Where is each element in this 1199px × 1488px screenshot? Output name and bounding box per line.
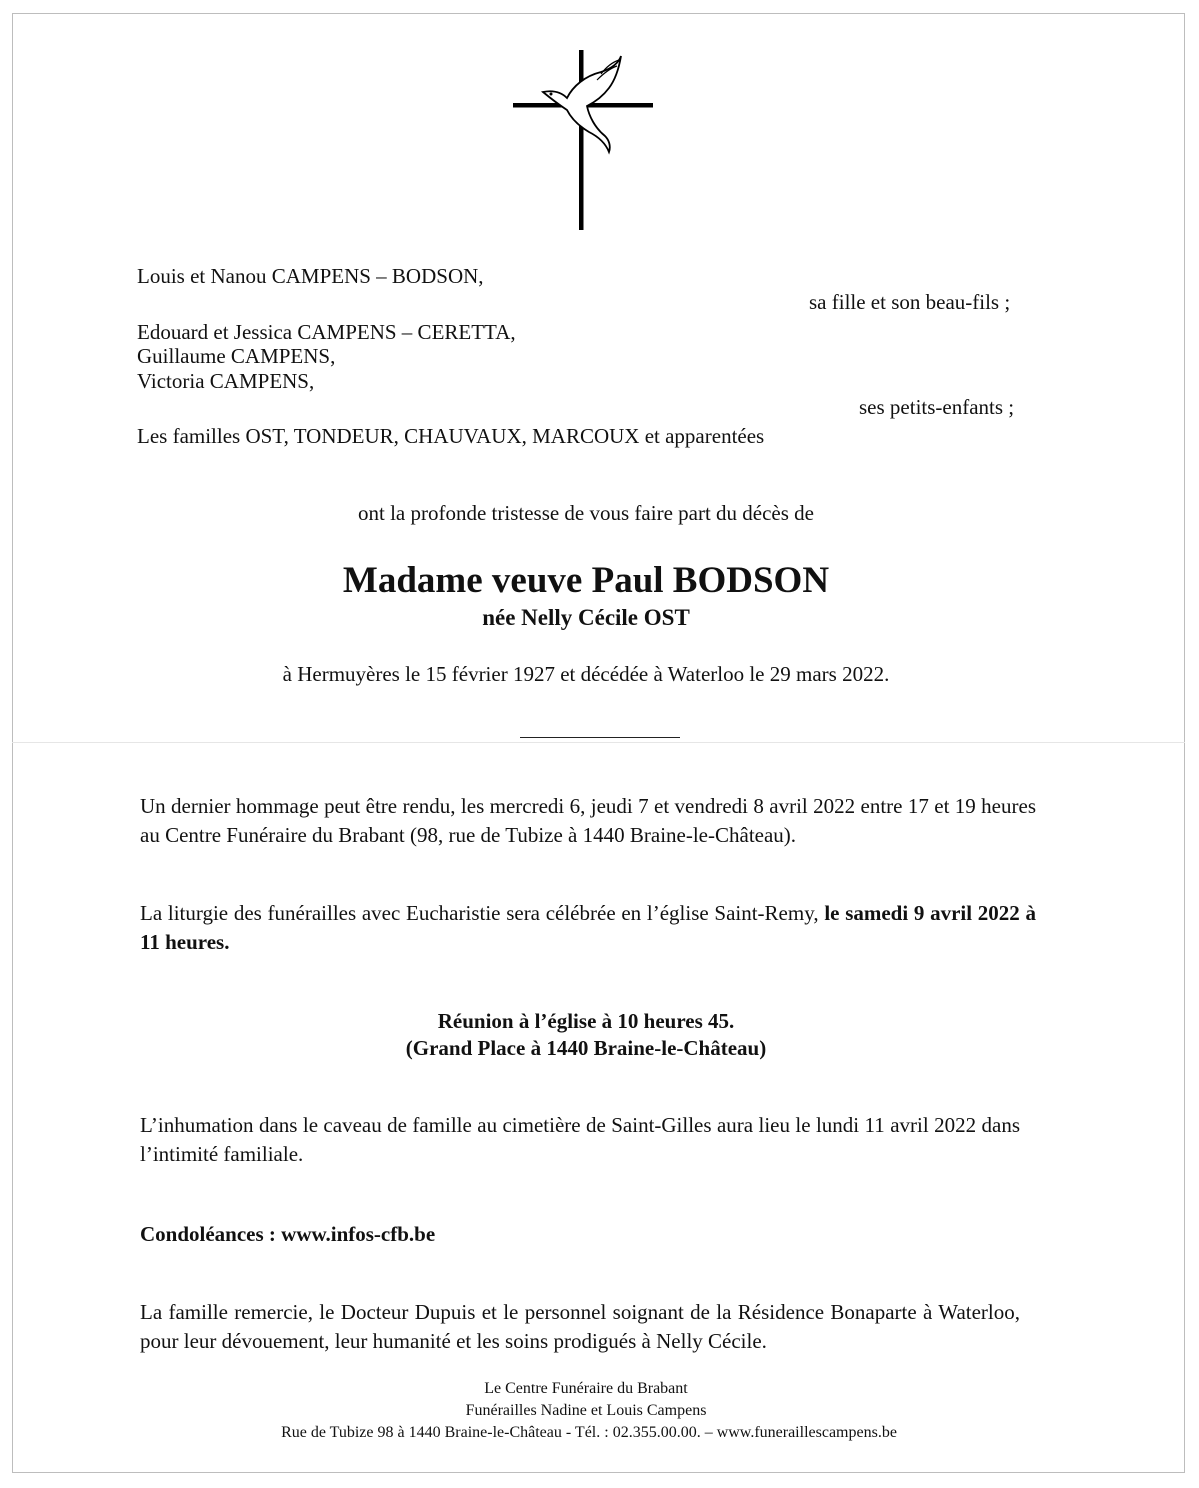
footer-address: Rue de Tubize 98 à 1440 Braine-le-Château - Tél. : 02.355.00.00. – www.funeraillescampens.be — [281, 1424, 897, 1441]
extended-family: Les familles OST, TONDEUR, CHAUVAUX, MARCOUX et apparentées — [137, 424, 765, 448]
grandchildren-relation: ses petits-enfants ; — [859, 395, 1015, 419]
birth-death-dates: à Hermuyères le 15 février 1927 et décédée à Waterloo le 29 mars 2022. — [282, 662, 890, 686]
cross-with-dove-icon — [505, 46, 660, 234]
footer-names: Funérailles Nadine et Louis Campens — [465, 1402, 707, 1419]
grandchild-line: Edouard et Jessica CAMPENS – CERETTA, — [137, 320, 516, 344]
children-names: Louis et Nanou CAMPENS – BODSON, — [137, 264, 484, 288]
footer-company: Le Centre Funéraire du Brabant — [484, 1380, 688, 1397]
condolences: Condoléances : www.infos-cfb.be — [140, 1222, 436, 1246]
liturgy-date: le samedi 9 avril 2022 à 11 heures. — [140, 901, 1037, 954]
meeting-place: (Grand Place à 1440 Braine-le-Château) — [405, 1036, 767, 1060]
fold-line — [12, 742, 1185, 743]
thanks-paragraph: La famille remercie, le Docteur Dupuis et le personnel soignant de la Résidence Bonaparte à Waterloo, pour leur dévouement, leur humanité et les soins prodigués à Nelly Cécile. — [140, 1300, 1020, 1353]
grandchild-line: Victoria CAMPENS, — [137, 369, 315, 393]
liturgy-paragraph — [140, 899, 1036, 957]
maiden-name: née Nelly Cécile OST — [482, 605, 690, 630]
meeting-time: Réunion à l’église à 10 heures 45. — [437, 1009, 735, 1033]
children-relation: sa fille et son beau-fils ; — [809, 290, 1011, 314]
deceased-name: Madame veuve Paul BODSON — [342, 560, 830, 601]
liturgy-text: La liturgie des funérailles avec Eucharistie sera célébrée en l’église Saint-Remy, — [140, 901, 819, 925]
announcement: ont la profonde tristesse de vous faire part du décès de — [357, 501, 814, 525]
grandchild-line: Guillaume CAMPENS, — [137, 344, 336, 368]
burial-paragraph: L’inhumation dans le caveau de famille au cimetière de Saint-Gilles aura lieu le lundi 11 avril 2022 dans l’intimité familiale. — [140, 1113, 1020, 1166]
section-divider — [520, 737, 680, 738]
homage-paragraph: Un dernier hommage peut être rendu, les mercredi 6, jeudi 7 et vendredi 8 avril 2022 entre 17 et 19 heures au Centre Funéraire du Brabant (98, rue de Tubize à 1440 Braine-le-Château). — [140, 794, 1036, 847]
